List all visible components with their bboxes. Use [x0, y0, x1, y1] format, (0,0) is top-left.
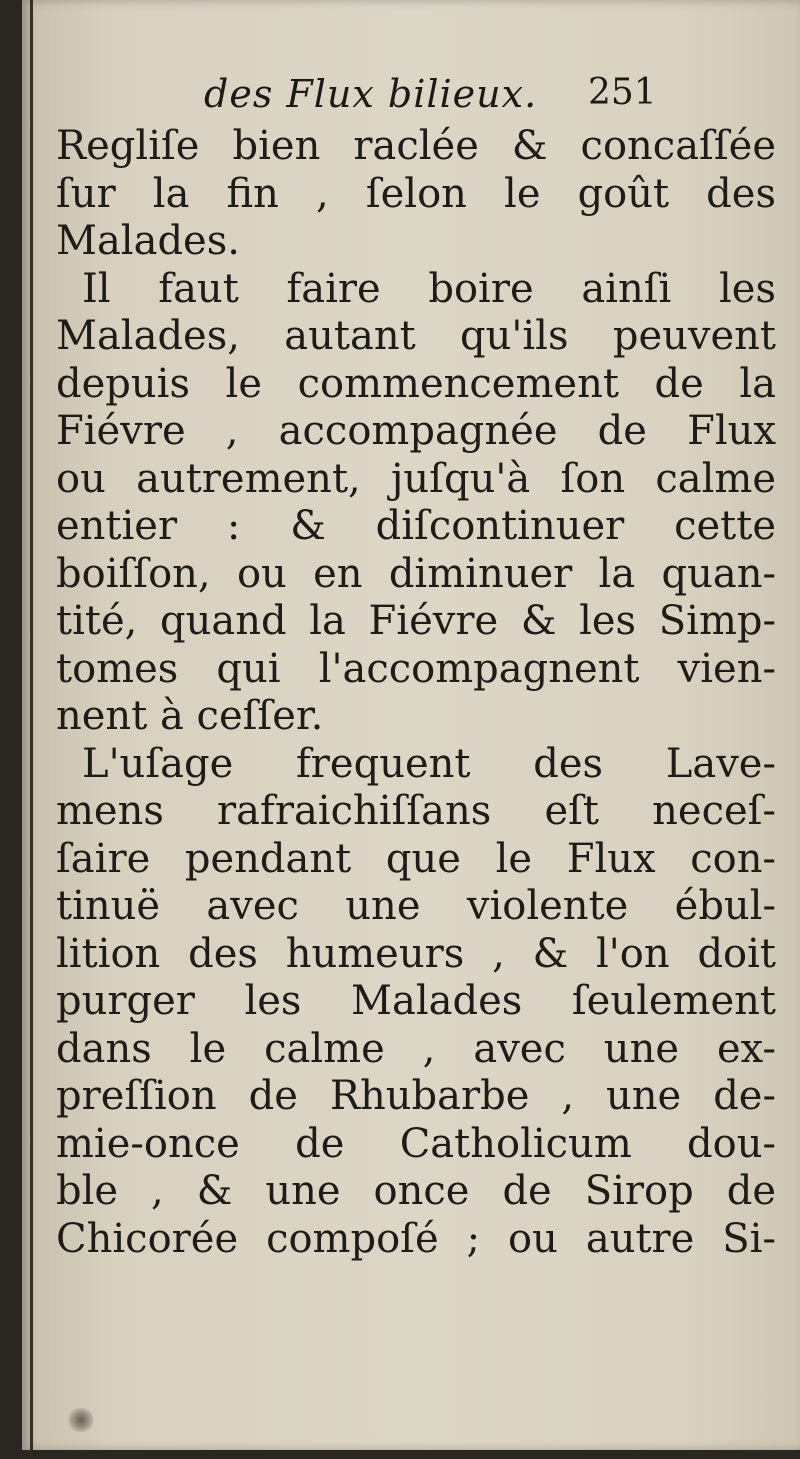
ink-smudge: [66, 1408, 96, 1432]
text-line: ſaire pendant que le Flux con-: [56, 835, 776, 882]
text-line: purger les Malades ſeulement: [56, 978, 776, 1024]
text-line: mens rafraichiſſans eſt neceſ-: [56, 788, 776, 834]
text-line: lition des humeurs , & l'on doit: [56, 930, 776, 977]
text-line: ble , & une once de Sirop de: [56, 1168, 776, 1214]
page-number: 251: [588, 72, 657, 113]
text-line: depuis le commencement de la: [56, 360, 776, 407]
text-line: mie-once de Catholicum dou-: [56, 1120, 776, 1167]
text-line: entier : & diſcontinuer cette: [56, 503, 776, 549]
text-line: tité, quand la Fiévre & les Simp-: [56, 598, 776, 644]
text-line: nent à ceſſer.: [56, 693, 324, 739]
body-text: [56, 123, 776, 1263]
text-line: Malades.: [56, 218, 240, 264]
text-line: tinuë avec une violente ébul-: [56, 883, 776, 929]
text-line: preſſion de Rhubarbe , une de-: [56, 1073, 776, 1119]
text-line: Regliſe bien raclée & concaſſée: [56, 123, 776, 169]
text-line: Chicorée compoſé ; ou autre Si-: [56, 1215, 776, 1262]
running-head-title: des Flux bilieux.: [204, 72, 538, 116]
text-line: boiſſon, ou en diminuer la quan-: [56, 550, 776, 597]
text-line: ſur la fin , ſelon le goût des: [56, 170, 776, 217]
text-line: ou autrement, juſqu'à ſon calme: [56, 455, 776, 502]
book-page: [22, 0, 800, 1450]
text-line: L'uſage frequent des Lave-: [82, 740, 776, 787]
text-line: tomes qui l'accompagnent vien-: [56, 645, 776, 692]
text-line: Fiévre , accompagnée de Flux: [56, 408, 776, 454]
running-head: [22, 72, 800, 122]
text-line: Il faut faire boire ainſi les: [82, 265, 776, 312]
text-line: Malades, autant qu'ils peuvent: [56, 313, 776, 359]
text-line: dans le calme , avec une ex-: [56, 1025, 776, 1072]
